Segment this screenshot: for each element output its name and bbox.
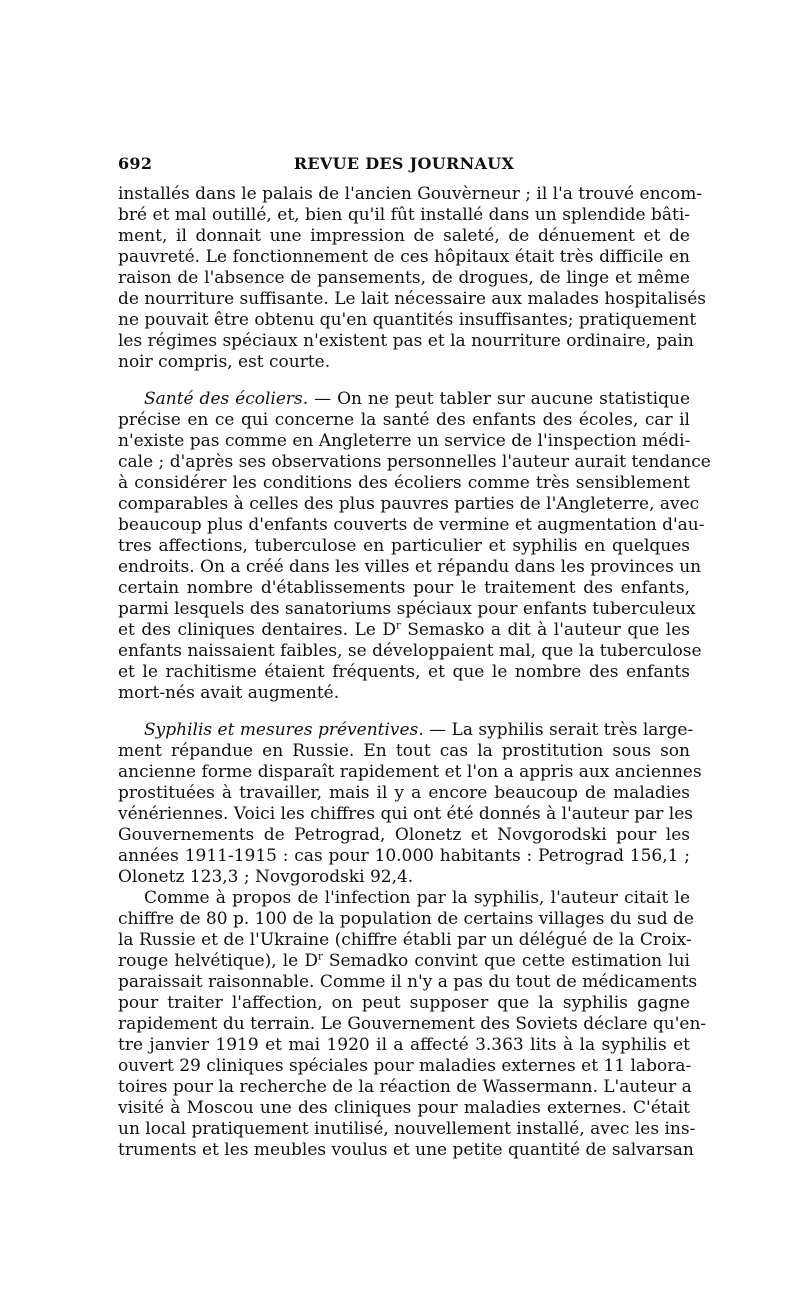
text-line: ment répandue en Russie. En tout cas la prostitution sous son [118,741,690,761]
text-line: n'existe pas comme en Angleterre un service de l'inspection médi- [118,431,691,451]
text-line: la Russie et de l'Ukraine (chiffre établi par un délégué de la Croix- [118,930,692,950]
text-line: raison de l'absence de pansements, de drogues, de linge et même [118,268,690,288]
text-line: ancienne forme disparaît rapidement et l'on a appris aux anciennes [118,762,702,782]
running-title: REVUE DES JOURNAUX [293,154,515,173]
text-line: comparables à celles des plus pauvres parties de l'Angleterre, avec [118,494,700,514]
text-line: toires pour la recherche de la réaction de Wassermann. L'auteur a [118,1077,692,1097]
text-fragment: — On ne peut tabler sur aucune statistique [308,389,691,409]
paragraph-hospitals [118,184,706,373]
text-line: précise en ce qui concerne la santé des enfants des écoles, car il [118,410,690,430]
text-line: rapidement du terrain. Le Gouvernement des Soviets déclare qu'en- [118,1014,707,1034]
text-line: ne pouvait être obtenu qu'en quantités insuffisantes; pratiquement [118,310,697,330]
text-line: les régimes spéciaux n'existent pas et la nourriture ordinaire, pain [118,331,694,351]
text-line: ouvert 29 cliniques spéciales pour maladies externes et 11 labora- [118,1056,692,1076]
article-body [118,184,711,1161]
text-line: paraissait raisonnable. Comme il n'y a pas du tout de médicaments [118,972,698,992]
text-line: pauvreté. Le fonctionnement de ces hôpitaux était très difficile en [118,247,690,267]
text-line: un local pratiquement inutilisé, nouvellement installé, avec les ins- [118,1119,696,1139]
superscript: r [317,951,323,963]
text-line: et des cliniques dentaires. Le $D^r$ Semasko a dit à l'auteur que les [118,620,690,640]
text-line: vénériennes. Voici les chiffres qui ont été donnés à l'auteur par les [118,804,693,824]
text-line: chiffre de 80 p. 100 de la population de certains villages du sud de [118,909,694,929]
paragraph-infection [118,888,707,1161]
text-line: endroits. On a créé dans les villes et répandu dans les provinces un [118,557,702,577]
text-line: noir compris, est courte. [118,352,331,372]
paragraph-syphilis [118,720,702,888]
paragraph-school-health [118,389,711,704]
text-line: pour traiter l'affection, on peut supposer que la syphilis gagne [118,993,690,1013]
superscript: r [395,620,401,632]
text-line: bré et mal outillé, et, bien qu'il fût installé dans un splendide bâti- [118,205,690,225]
text-line: rouge helvétique), le $D^r$ Semadko convint que cette estimation lui [118,951,690,971]
text-line: cale ; d'après ses observations personnelles l'auteur aurait tendance [118,452,711,472]
text-line: Comme à propos de l'infection par la syphilis, l'auteur citait le [144,888,690,908]
text-line: certain nombre d'établissements pour le traitement des enfants, [118,578,690,598]
text-line: Olonetz 123,3 ; Novgorodski 92,4. [118,867,414,887]
page-header [118,154,690,178]
text-line: années 1911-1915 : cas pour 10.000 habitants : Petrograd 156,1 ; [118,846,690,866]
text-line: de nourriture suffisante. Le lait nécessaire aux malades hospitalisés [118,289,706,309]
text-line: prostituées à travailler, mais il y a encore beaucoup de maladies [118,783,690,803]
text-line: mort-nés avait augmenté. [118,683,340,703]
text-line: tres affections, tuberculose en particulier et syphilis en quelques [118,536,690,556]
text-line: ment, il donnait une impression de saleté, de dénuement et de [118,226,690,246]
text-line: et le rachitisme étaient fréquents, et que le nombre des enfants [118,662,690,682]
section-heading: Santé des écoliers. [144,389,309,409]
text-line [118,720,694,741]
text-line [118,389,690,410]
text-line: à considérer les conditions des écoliers comme très sensiblement [118,473,690,493]
text-fragment: — La syphilis serait très large- [423,720,694,740]
text-line: tre janvier 1919 et mai 1920 il a affecté 3.363 lits à la syphilis et [118,1035,690,1055]
text-line: installés dans le palais de l'ancien Gouvèrneur ; il l'a trouvé encom- [118,184,703,204]
text-line: Gouvernements de Petrograd, Olonetz et Novgorodski pour les [118,825,690,845]
text-line: parmi lesquels des sanatoriums spéciaux pour enfants tuberculeux [118,599,696,619]
text-line: beaucoup plus d'enfants couverts de vermine et augmentation d'au- [118,515,705,535]
section-heading: Syphilis et mesures préventives. [144,720,424,740]
text-line: visité à Moscou une des cliniques pour maladies externes. C'était [118,1098,690,1118]
page-number: 692 [118,154,153,173]
text-line: truments et les meubles voulus et une petite quantité de salvarsan [118,1140,694,1160]
text-line: enfants naissaient faibles, se développaient mal, que la tuberculose [118,641,702,661]
